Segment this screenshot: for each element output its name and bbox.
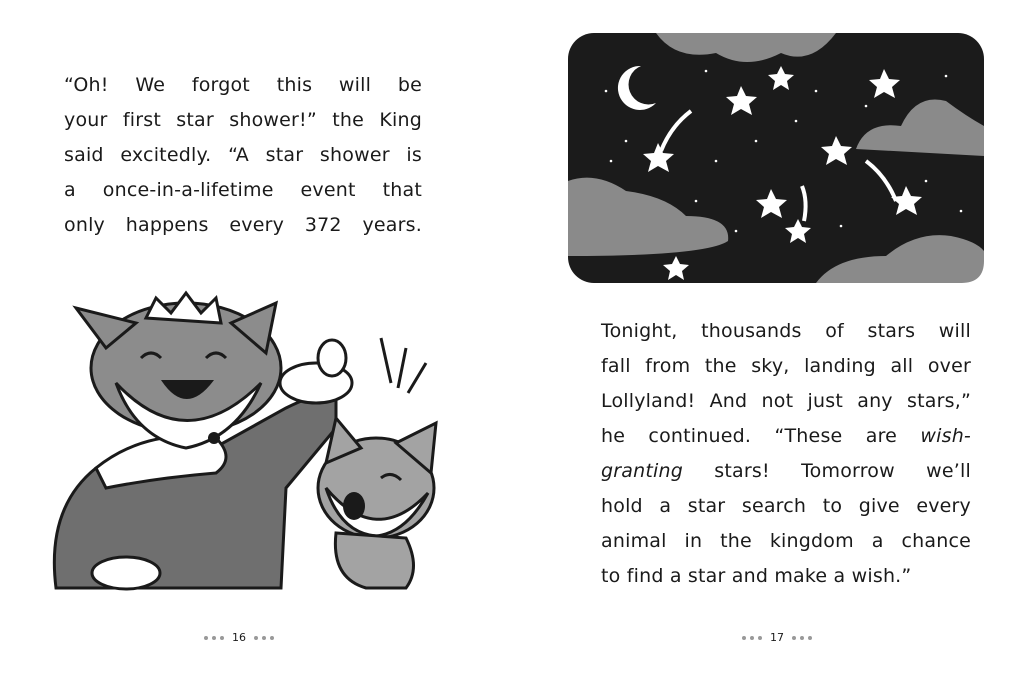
right-page: [512, 0, 1024, 681]
right-folio-dots-before: [742, 636, 762, 640]
king-heart-button: [208, 432, 220, 444]
left-line-5: only happens every 372 years.: [64, 214, 422, 236]
italic-granting: granting: [601, 460, 683, 482]
left-line-2: your first star shower!” the King: [64, 109, 422, 131]
right-folio-dots-after: [792, 636, 812, 640]
right-line-2: fall from the sky, landing all over: [601, 355, 971, 377]
right-line-8: to find a star and make a wish.”: [601, 565, 912, 587]
right-line-5: granting stars! Tomorrow we’ll: [601, 460, 971, 482]
surprise-lines: [381, 338, 426, 393]
left-line-4: a once-in-a-lifetime event that: [64, 179, 422, 201]
italic-wish: wish-: [920, 425, 971, 447]
king-cat-and-kitten-illustration: [36, 288, 476, 608]
left-page-number: 16: [232, 631, 246, 644]
kitten-mouth: [343, 492, 365, 520]
left-paragraph: [64, 68, 422, 243]
right-line-6: hold a star search to give every: [601, 495, 971, 517]
right-line-4: he continued. “These are wish-: [601, 425, 971, 447]
king-hand: [318, 340, 346, 376]
right-folio: [742, 631, 812, 644]
right-page-number: 17: [770, 631, 784, 644]
king-crown: [146, 293, 221, 323]
left-line-1: “Oh! We forgot this will be: [64, 74, 422, 96]
king-lower-cuff: [92, 557, 160, 589]
right-line-7: animal in the kingdom a chance: [601, 530, 971, 552]
right-line-3: Lollyland! And not just any stars,”: [601, 390, 971, 412]
right-paragraph: [601, 314, 971, 594]
left-folio-dots-after: [254, 636, 274, 640]
right-line-1: Tonight, thousands of stars will: [601, 320, 971, 342]
night-sky-illustration: [566, 31, 986, 285]
kitten-body: [335, 533, 413, 588]
left-folio: [204, 631, 274, 644]
left-line-3: said excitedly. “A star shower is: [64, 144, 422, 166]
left-folio-dots-before: [204, 636, 224, 640]
